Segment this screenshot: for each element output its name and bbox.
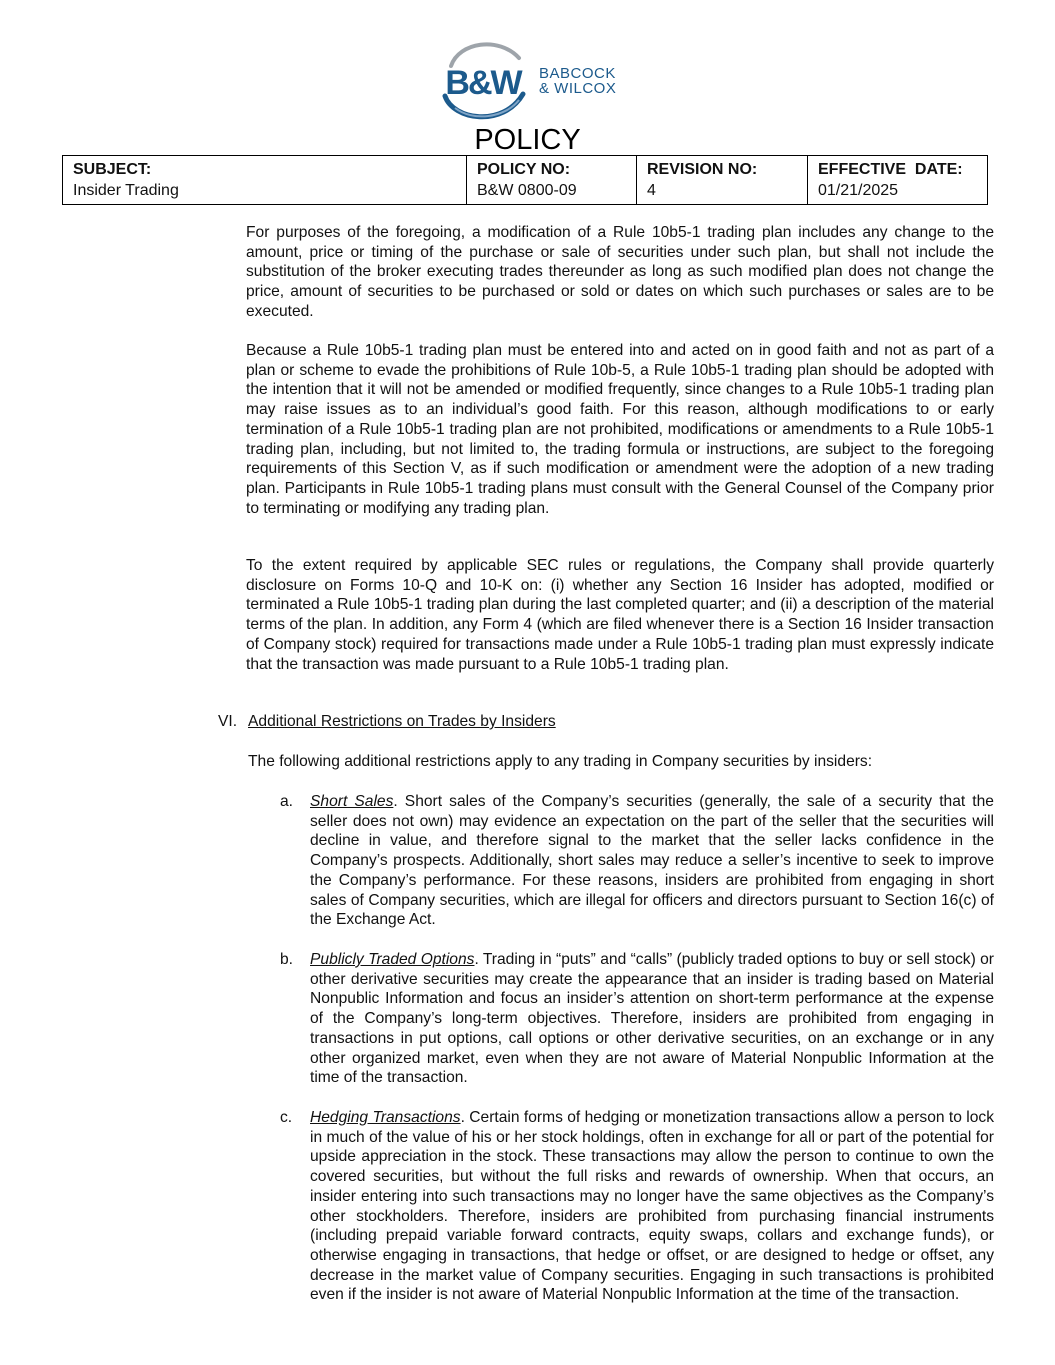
subject-value: Insider Trading [73,182,179,199]
item-term: Hedging Transactions [310,1109,461,1126]
section-intro: The following additional restrictions apply to any trading in Company securities by insiders: [248,753,873,770]
section-heading [218,712,556,732]
paragraph-plan-modification: For purposes of the foregoing, a modification of a Rule 10b5-1 trading plan includes any change to the amount, price or timing of the purchase or sale of securities under such plan, but shall not include the substitution of the broker executing trades thereunder as long as such modified plan does not change the price, amount of securities to be purchased or sold or dates on which such purchases or sales are to be executed. [246,224,994,320]
policy-no-label: POLICY NO: [477,161,571,178]
brand-line-1: BABCOCK [539,65,616,82]
paragraph-good-faith: Because a Rule 10b5-1 trading plan must be entered into and acted on in good faith and not as part of a plan or scheme to evade the prohibitions of Rule 10b-5, a Rule 10b5-1 trading plan should be adopted with the intention that it will not be amended or modified frequently, since changes to a Rule 10b5-1 trading plan may raise issues as to an individual’s good faith. For this reason, although modifications to or early termination of a Rule 10b5-1 trading plan are not prohibited, modifications or amendments to a Rule 10b5-1 trading plan, including, but not limited to, the trading formula or instructions, are subject to the foregoing requirements of this Section V, as if such modification or amendment were the adoption of a new trading plan. Participants in Rule 10b5-1 trading plans must consult with the General Counsel of the Company prior to terminating or modifying any trading plan. [246,342,994,517]
paragraph-sec-disclosure: To the extent required by applicable SEC rules or regulations, the Company shall provide quarterly disclosure on Forms 10-Q and 10-K on: (i) whether any Section 16 Insider has adopted, modified or terminated a Rule 10b5-1 trading plan during the last completed quarter; and (ii) a description of the material terms of the plan. In addition, any Form 4 (which are filed whenever there is a Section 16 Insider transaction of Company stock) required for transactions made under a Rule 10b5-1 trading plan must expressly indicate that the transaction was made pursuant to a Rule 10b5-1 trading plan. [246,557,994,673]
policy-no-value: B&W 0800-09 [477,182,577,199]
list-marker: a. [280,793,294,810]
policy-no-cell [467,156,637,205]
logo-monogram: B&W [445,64,521,102]
revision-no-cell [637,156,808,205]
brand-name [539,66,616,96]
subject-label: SUBJECT: [73,161,152,178]
policy-header-table [62,155,988,205]
item-text: . Certain forms of hedging or monetization transactions allow a person to lock in much of the value of his or her stock holdings, often in exchange for all or part of the potential for upside appreciation in the stock. These transactions may allow the person to continue to own the covered securities, but without the full risks and rewards of ownership. When that occurs, an insider entering into such transactions may no longer have the same objectives as the Company’s other stockholders. Therefore, insiders are prohibited from purchasing financial instruments (including prepaid variable forward contracts, equity swaps, collars and exchange funds), or otherwise engaging in transactions, that hedge or offset, or are designed to hedge or offset, any decrease in the market value of Company securities. Engaging in such transactions is prohibited even if the insider is not aware of Material Nonpublic Information at the time of the transaction. [310,1109,994,1304]
item-term: Publicly Traded Options [310,951,475,968]
revision-no-value: 4 [647,182,656,199]
company-logo [0,36,1055,128]
subject-cell [63,156,467,205]
section-number: VI. [218,713,238,730]
list-item-body [310,792,994,930]
list-marker: b. [280,951,294,968]
document-type-title: POLICY [474,124,581,156]
list-marker: c. [280,1109,293,1126]
brand-line-2: & WILCOX [539,80,617,97]
revision-no-label: REVISION NO: [647,161,758,178]
section-title: Additional Restrictions on Trades by Insiders [248,713,556,730]
item-text: . Short sales of the Company’s securities (generally, the sale of a security that the seller does not own) may evidence an expectation on the part of the seller that the securities will decline in value, and therefore signal to the market that the seller lacks confidence in the Company’s prospects. Additionally, short sales may reduce a seller’s incentive to seek to improve the Company’s performance. For these reasons, insiders are prohibited from engaging in short sales of Company securities, which are illegal for officers and directors pursuant to Section 16(c) of the Exchange Act. [310,793,994,929]
effective-date-label: EFFECTIVE DATE: [818,161,963,178]
bw-logo-mark [433,36,533,128]
effective-date-value: 01/21/2025 [818,182,899,199]
list-item-body [310,950,994,1088]
effective-date-cell [808,156,988,205]
item-term: Short Sales [310,793,394,810]
list-item-body [310,1108,994,1305]
logo-swoosh-gray [451,44,519,66]
item-text: . Trading in “puts” and “calls” (publicly traded options to buy or sell stock) or other derivative securities may create the appearance that an insider is trading based on Material Nonpublic Information and focus an insider’s attention on short-term performance at the expense of the Company’s long-term objectives. Therefore, insiders are prohibited from engaging in transactions in put options, call options or other derivative securities, on an exchange or in any other organized market, even when they are not aware of Material Nonpublic Information at the time of the transaction. [310,951,995,1087]
